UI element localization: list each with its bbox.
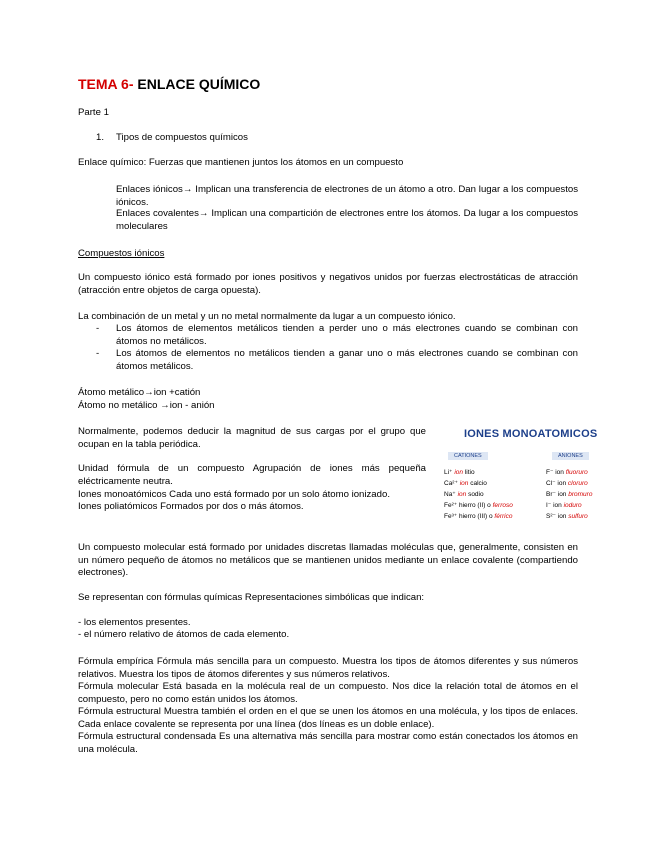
anion-row: I⁻ ion ioduro bbox=[546, 502, 582, 509]
bullet-metalicos: Los átomos de elementos metálicos tienden a perder uno o más electrones cuando se combinan con átomos no metálicos. bbox=[116, 323, 578, 347]
list-numero: - el número relativo de átomos de cada elemento. bbox=[78, 629, 290, 640]
enlaces-covalentes: Enlaces covalentes→ Implican una compartición de electrones entre los átomos. Da lugar a los compuestos moleculares bbox=[116, 208, 578, 232]
cationes-header: CATIONES bbox=[448, 452, 488, 460]
section-number: 1. bbox=[96, 132, 105, 143]
atomo-no-metalico: Átomo no metálico →ion - anión bbox=[78, 400, 215, 411]
enlace-definition: Enlace químico: Fuerzas que mantienen juntos los átomos en un compuesto bbox=[78, 157, 404, 168]
compuesto-ionico-definition: Un compuesto iónico está formado por iones positivos y negativos unidos por fuerzas electrostáticas de atracción (atracción entre objetos de carga opuesta). bbox=[78, 272, 578, 296]
page-title bbox=[78, 76, 260, 92]
formulas-quimicas: Se representan con fórmulas químicas Representaciones simbólicas que indican: bbox=[78, 592, 425, 603]
anion-row: Cl⁻ ion cloruro bbox=[546, 480, 588, 487]
table-title: IONES MONOATOMICOS bbox=[464, 428, 598, 440]
bullet-marker: - bbox=[96, 348, 100, 359]
atomo-metalico: Átomo metálico→ion +catión bbox=[78, 387, 201, 398]
parte-label: Parte 1 bbox=[78, 107, 109, 118]
anion-row: S²⁻ ion sulfuro bbox=[546, 513, 588, 520]
anion-row: F⁻ ion fluoruro bbox=[546, 469, 588, 476]
aniones-header: ANIONES bbox=[552, 452, 589, 460]
cation-row: Na⁺ ion sodio bbox=[444, 491, 484, 498]
section-title: Tipos de compuestos químicos bbox=[116, 132, 248, 143]
cation-row: Fe³⁺ hierro (III) o férrico bbox=[444, 513, 513, 520]
iones-poliatomicos: Iones poliatómicos Formados por dos o más átomos. bbox=[78, 501, 304, 512]
molecular-definition: Un compuesto molecular está formado por unidades discretas llamadas moléculas que, generalmente, consisten en un número pequeño de átomos no metálicos que se mantienen unidos mediante un enlace covalente (compartiendo electrones). bbox=[78, 542, 578, 578]
formula-estructural: Fórmula estructural Muestra también el orden en el que se unen los átomos en una molécula, y los tipos de enlaces. Cada enlace covalente se representa por una línea (dos líneas es un doble enlace). bbox=[78, 706, 578, 730]
title-main: ENLACE QUÍMICO bbox=[133, 76, 261, 92]
cation-row: Ca²⁺ ion calcio bbox=[444, 480, 487, 487]
combinacion-text: La combinación de un metal y un no metal normalmente da lugar a un compuesto iónico. bbox=[78, 311, 456, 322]
cation-row: Fe²⁺ hierro (II) o ferroso bbox=[444, 502, 513, 509]
formula-molecular: Fórmula molecular Está basada en la molécula real de un compuesto. Nos dice la relación total de átomos en el compuesto, pero no como están unidos los átomos. bbox=[78, 681, 578, 705]
cation-row: Li⁺ ion litio bbox=[444, 469, 475, 476]
list-elementos: - los elementos presentes. bbox=[78, 617, 191, 628]
title-prefix: TEMA 6- bbox=[78, 76, 134, 92]
formula-condensada: Fórmula estructural condensada Es una alternativa más sencilla para mostrar como están conectados los átomos en una molécula. bbox=[78, 731, 578, 755]
unidad-formula: Unidad fórmula de un compuesto Agrupación de iones más pequeña eléctricamente neutra. bbox=[78, 463, 426, 487]
bullet-no-metalicos: Los átomos de elementos no metálicos tienden a ganar uno o más electrones cuando se combinan con átomos metálicos. bbox=[116, 348, 578, 372]
normalmente-text: Normalmente, podemos deducir la magnitud de sus cargas por el grupo que ocupan en la tabla periódica. bbox=[78, 426, 426, 450]
bullet-marker: - bbox=[96, 323, 100, 334]
iones-monoatomicos: Iones monoatómicos Cada uno está formado por un solo átomo ionizado. bbox=[78, 489, 390, 500]
formula-empirica: Fórmula empírica Fórmula más sencilla para un compuesto. Muestra los tipos de átomos diferentes y sus números relativos. Muestra los tipos de átomos diferentes y sus números relativos. bbox=[78, 656, 578, 680]
iones-monoatomicos-table bbox=[436, 424, 622, 528]
enlaces-ionicos: Enlaces iónicos→ Implican una transferencia de electrones de un átomo a otro. Dan lugar a los compuestos iónicos. bbox=[116, 184, 578, 208]
compuestos-ionicos-heading: Compuestos iónicos bbox=[78, 248, 165, 259]
anion-row: Br⁻ ion bromuro bbox=[546, 491, 593, 498]
